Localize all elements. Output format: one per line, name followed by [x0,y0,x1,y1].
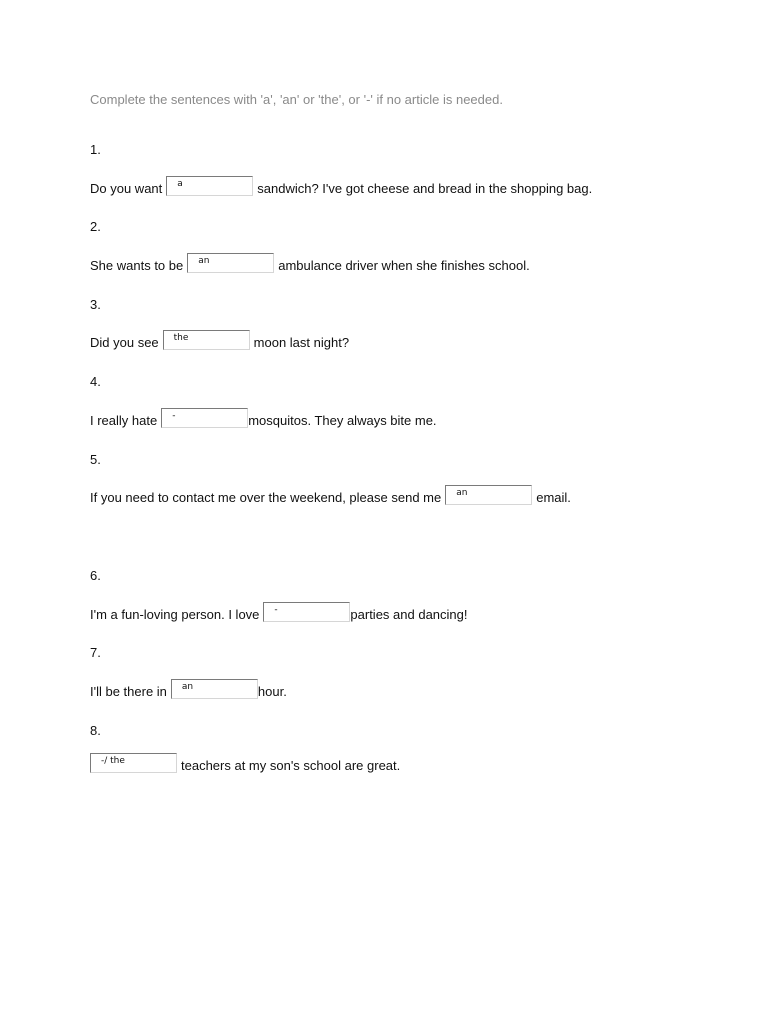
answer-field-4[interactable] [161,408,248,428]
sentence-text-before: I'll be there in [90,684,167,699]
answer-value: a [177,179,183,189]
sentence-text-before: Did you see [90,335,159,350]
question-sentence-3 [90,328,349,350]
answer-value: an [456,488,468,498]
question-number-7: 7. [90,645,101,660]
answer-value: - [172,411,176,421]
sentence-text-before: I'm a fun-loving person. I love [90,607,260,622]
answer-field-1[interactable] [166,176,253,196]
question-sentence-5 [90,483,571,505]
sentence-text-after: teachers at my son's school are great. [181,758,401,773]
question-sentence-8 [90,751,400,773]
question-number-8: 8. [90,723,101,738]
instructions-text: Complete the sentences with 'a', 'an' or 'the', or '-' if no article is needed. [90,92,503,107]
sentence-text-before: She wants to be [90,258,184,273]
sentence-text-after: mosquitos. They always bite me. [248,413,437,428]
sentence-text-after: hour. [257,684,287,699]
answer-value: - [274,605,278,615]
question-number-2: 2. [90,219,101,234]
answer-field-8[interactable] [90,753,177,773]
question-sentence-2 [90,251,530,273]
sentence-text-before: Do you want [90,181,163,196]
answer-field-7[interactable] [171,679,258,699]
sentence-text-after: moon last night? [253,335,350,350]
sentence-text-before: I really hate [90,413,158,428]
question-number-6: 6. [90,568,101,583]
question-number-3: 3. [90,297,101,312]
answer-field-6[interactable] [263,602,350,622]
sentence-text-after: sandwich? I've got cheese and bread in the shopping bag. [257,181,593,196]
answer-value: an [181,682,194,692]
sentence-text-after: ambulance driver when she finishes school. [278,258,530,273]
answer-value: the [173,333,189,343]
question-sentence-6 [90,600,468,622]
sentence-text-after: parties and dancing! [350,607,468,622]
question-sentence-4 [90,406,437,428]
sentence-text-before: If you need to contact me over the weekend, please send me [90,490,442,505]
question-sentence-1 [90,174,592,196]
answer-field-5[interactable] [445,485,532,505]
answer-field-3[interactable] [163,330,250,350]
question-sentence-7 [90,677,287,699]
answer-value: -/ the [101,756,125,766]
question-number-5: 5. [90,452,101,467]
answer-field-2[interactable] [187,253,274,273]
question-number-4: 4. [90,374,101,389]
sentence-text-after: email. [536,490,571,505]
question-number-1: 1. [90,142,101,157]
answer-value: an [198,256,210,266]
